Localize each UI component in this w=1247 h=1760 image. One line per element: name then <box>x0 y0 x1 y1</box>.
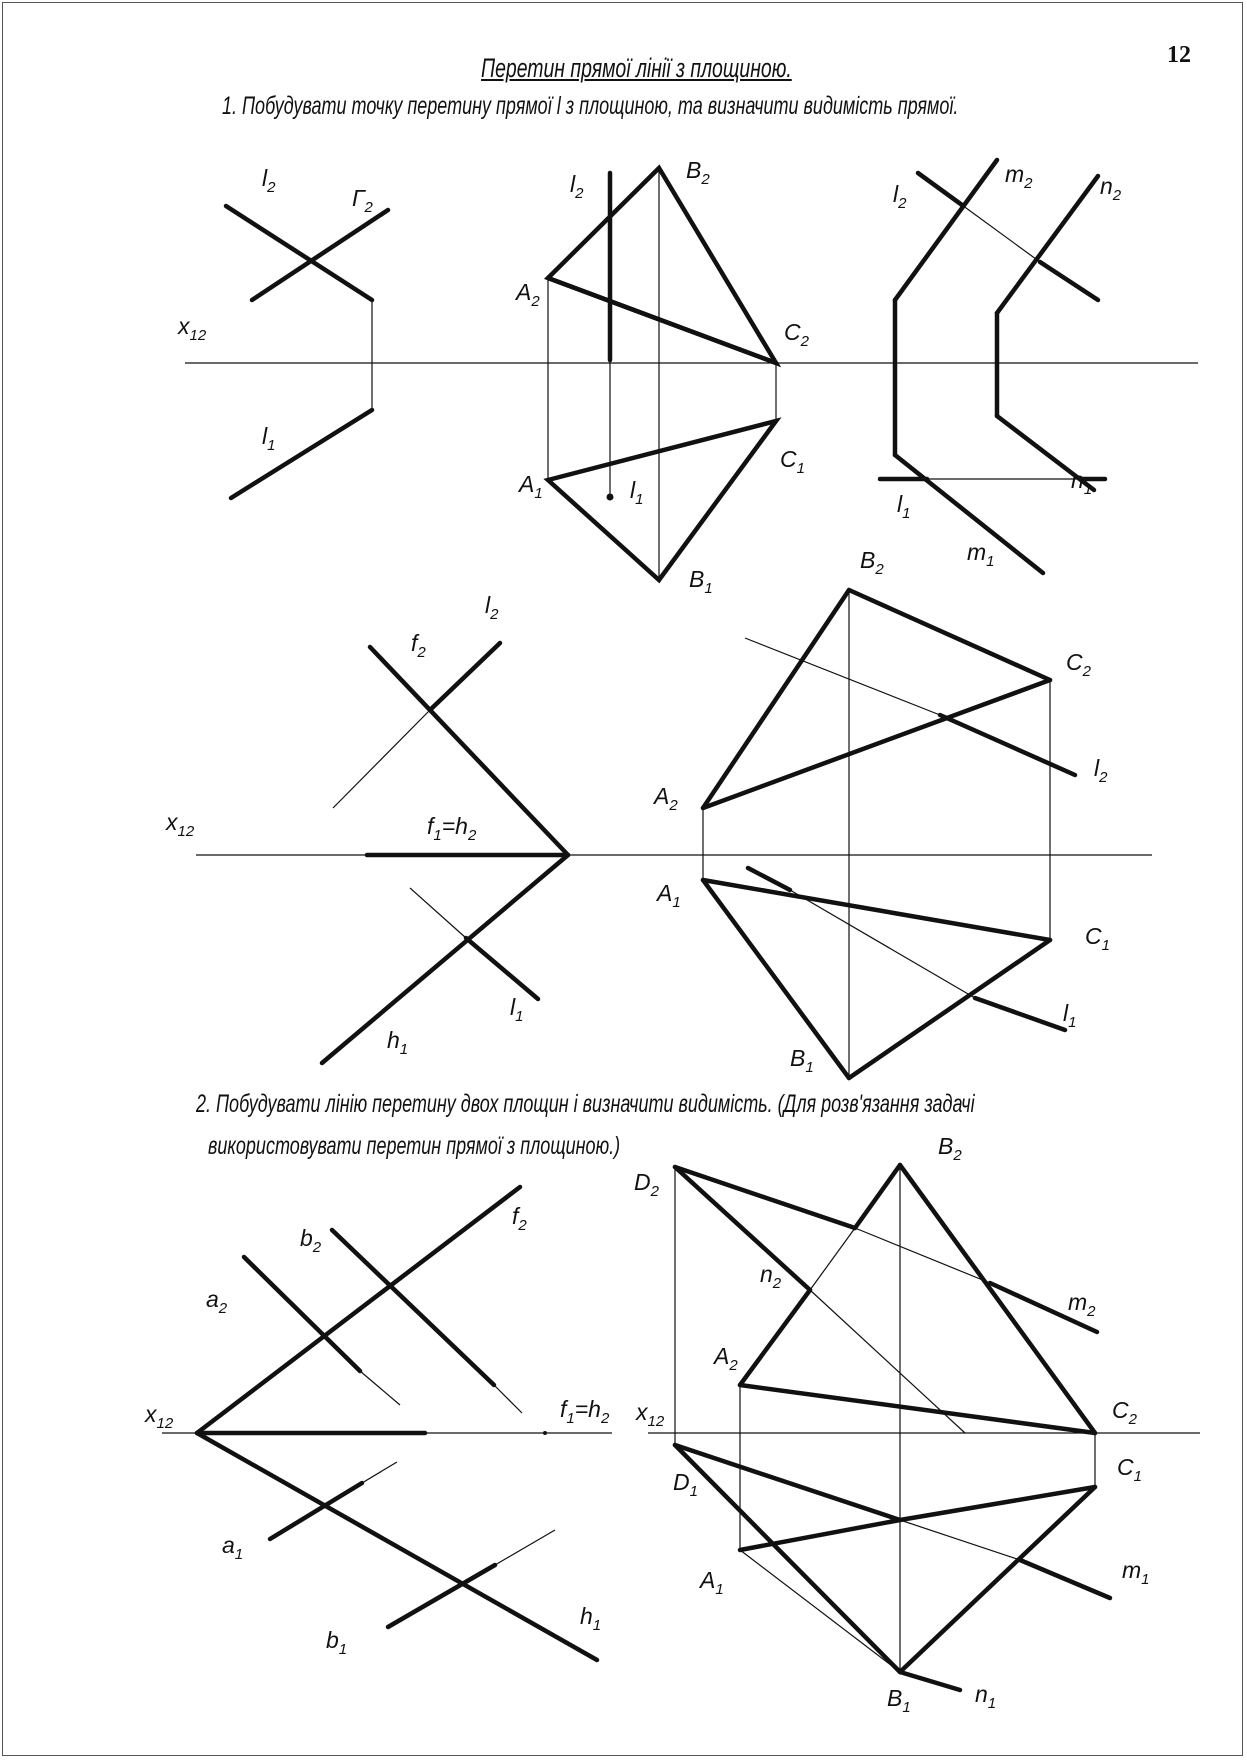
label-a1-1b: $A_1$ <box>519 471 543 502</box>
label-a1-2b: $A_1$ <box>700 1567 724 1598</box>
line-b2-hidden <box>494 1385 522 1413</box>
label-b1-1e: $B_1$ <box>790 1045 814 1076</box>
line-f2 <box>197 1187 520 1433</box>
side-a2b2 <box>703 590 849 808</box>
line-f2 <box>370 647 568 855</box>
label-d1-2b: $D_1$ <box>673 1469 698 1500</box>
label-f1h2-2a: $f_1=h_2$ <box>560 1396 610 1427</box>
label-a1-1e: $A_1$ <box>657 880 681 911</box>
label-h1-2a: $h_1$ <box>580 1603 602 1634</box>
label-b1-2a: $b_1$ <box>326 1627 348 1658</box>
side-b1c1 <box>849 940 1050 1078</box>
line-m2-part2 <box>1040 262 1098 300</box>
side-b2c2 <box>900 1165 1095 1433</box>
line-l1 <box>231 410 372 498</box>
line-m2-part1 <box>918 173 962 205</box>
line-b1-hidden <box>495 1530 555 1565</box>
label-f2-2a: $f_2$ <box>512 1203 527 1234</box>
line-l2-lower-hidden <box>333 710 430 808</box>
label-c1-1b: $C_1$ <box>780 446 805 477</box>
line-l1-hidden <box>790 890 975 998</box>
line-l2 <box>226 206 372 300</box>
line-h1 <box>197 1433 597 1660</box>
line-l1-visible <box>466 938 538 999</box>
task-2-text-line-2: використовувати перетин прямої з площиною.) <box>208 1132 621 1160</box>
label-x12-row2: $x_{12}$ <box>166 809 195 840</box>
label-l2-1a: $l_2$ <box>262 165 276 196</box>
label-a2-1e: $A_2$ <box>654 783 678 814</box>
label-l1-1e: $l_1$ <box>1063 1000 1077 1031</box>
label-b2-1e: $B_2$ <box>860 547 884 578</box>
label-a2-2a: $a_2$ <box>206 1286 228 1317</box>
label-c1-2b: $C_1$ <box>1117 1454 1142 1485</box>
line-l2-upper <box>895 160 997 300</box>
line-m2-hidden <box>962 205 1040 262</box>
line-n1-visible <box>675 1445 900 1672</box>
problem-2b <box>648 1165 1200 1690</box>
label-l2-1c: $l_2$ <box>893 181 907 212</box>
problem-1b <box>548 168 776 580</box>
label-n2-2b: $n_2$ <box>760 1261 782 1292</box>
side-a1b1-hidden <box>740 1550 900 1672</box>
line-m2-visible <box>675 1167 855 1228</box>
line-n2-hidden <box>810 1290 965 1433</box>
triangle-abc-top <box>548 421 776 580</box>
label-m2-1c: $m_2$ <box>1005 161 1033 192</box>
problem-1e <box>703 590 1075 1078</box>
label-c2-1e: $C_2$ <box>1066 649 1091 680</box>
line-l2-visible <box>940 715 1075 775</box>
line-m1-visible <box>675 1445 900 1520</box>
line-n2-visible <box>675 1167 810 1290</box>
label-d2-2b: $D_2$ <box>634 1169 659 1200</box>
line-l2-upper <box>430 643 500 710</box>
line-a2-hidden <box>360 1371 400 1405</box>
line-a1-hidden <box>362 1462 397 1483</box>
task-2-text-line-1: 2. Побудувати лінію перетину двох площин і визначити видимість. (Для розв'язання задачі <box>196 1090 975 1118</box>
label-b1-1b: $B_1$ <box>689 566 713 597</box>
label-f2-1d: $f_2$ <box>411 630 426 661</box>
task-1-text: 1. Побудувати точку перетину прямої l з площиною, та визначити видимість прямої. <box>222 92 959 120</box>
label-l1-1c: $l_1$ <box>897 491 911 522</box>
side-a1b1 <box>703 880 849 1078</box>
line-l1-hidden <box>410 888 466 938</box>
side-a1c1 <box>703 880 1050 940</box>
label-h1-1d: $h_1$ <box>387 1027 409 1058</box>
side-a2b2-upper <box>855 1165 900 1228</box>
side-a2c2 <box>548 278 776 363</box>
side-a2b2-lower <box>740 1290 810 1385</box>
label-a1-2a: $a_1$ <box>222 1532 244 1563</box>
label-l1-1b: $l_1$ <box>630 477 644 508</box>
line-n1-end <box>900 1672 960 1690</box>
line-l1-part2 <box>975 998 1065 1030</box>
label-x12-row4: $x_{12}$ <box>636 1399 665 1430</box>
label-b2-2b: $B_2$ <box>938 1133 962 1164</box>
label-c1-1e: $C_1$ <box>1085 923 1110 954</box>
line-m2-hidden <box>855 1228 990 1283</box>
label-l1-1a: $l_1$ <box>262 423 276 454</box>
label-l2-1b: $l_2$ <box>570 171 584 202</box>
side-a2c2 <box>740 1385 1095 1433</box>
label-n1-1c: $n_1$ <box>1071 467 1093 498</box>
problem-1d <box>196 643 1152 1063</box>
line-b2-visible <box>332 1230 494 1385</box>
label-gamma2: $Г_2$ <box>352 185 373 216</box>
label-a2-1b: $A_2$ <box>516 279 540 310</box>
label-x12-row1: $x_{12}$ <box>178 313 207 344</box>
label-n2-1c: $n_2$ <box>1100 173 1122 204</box>
label-l2-1e: $l_2$ <box>1094 755 1108 786</box>
label-b2-2a: $b_2$ <box>300 1225 322 1256</box>
point-l1 <box>607 494 614 501</box>
label-x12-row3: $x_{12}$ <box>145 1401 174 1432</box>
plane-gamma2-trace <box>252 210 388 300</box>
label-b2-1b: $B_2$ <box>686 157 710 188</box>
problem-2a <box>162 1187 612 1660</box>
label-m1-1c: $m_1$ <box>967 539 995 570</box>
point-f1-h2 <box>543 1431 547 1435</box>
label-l1-1d: $l_1$ <box>510 994 524 1025</box>
label-f1h2-1d: $f_1=h_2$ <box>427 813 477 844</box>
label-a2-2b: $A_2$ <box>714 1343 738 1374</box>
line-a1-visible <box>270 1483 362 1539</box>
label-m1-2b: $m_1$ <box>1122 1557 1150 1588</box>
side-a2b2-hidden <box>810 1228 855 1290</box>
line-m1-hidden <box>900 1520 1020 1560</box>
line-m1-right <box>1020 1560 1110 1598</box>
label-m2-2b: $m_2$ <box>1068 1289 1096 1320</box>
label-l2-1d: $l_2$ <box>485 592 499 623</box>
label-c2-2b: $C_2$ <box>1112 1397 1137 1428</box>
page-number: 12 <box>1167 42 1191 68</box>
side-b2c2 <box>849 590 1050 680</box>
label-c2-1b: $C_2$ <box>784 319 809 350</box>
label-b1-2b: $B_1$ <box>887 1685 911 1716</box>
side-a2c2 <box>703 680 1050 808</box>
page-title: Перетин прямої лінії з площиною. <box>481 53 792 83</box>
line-h1 <box>322 855 568 1063</box>
label-n1-2b: $n_1$ <box>975 1681 997 1712</box>
problem-1c <box>880 160 1105 573</box>
